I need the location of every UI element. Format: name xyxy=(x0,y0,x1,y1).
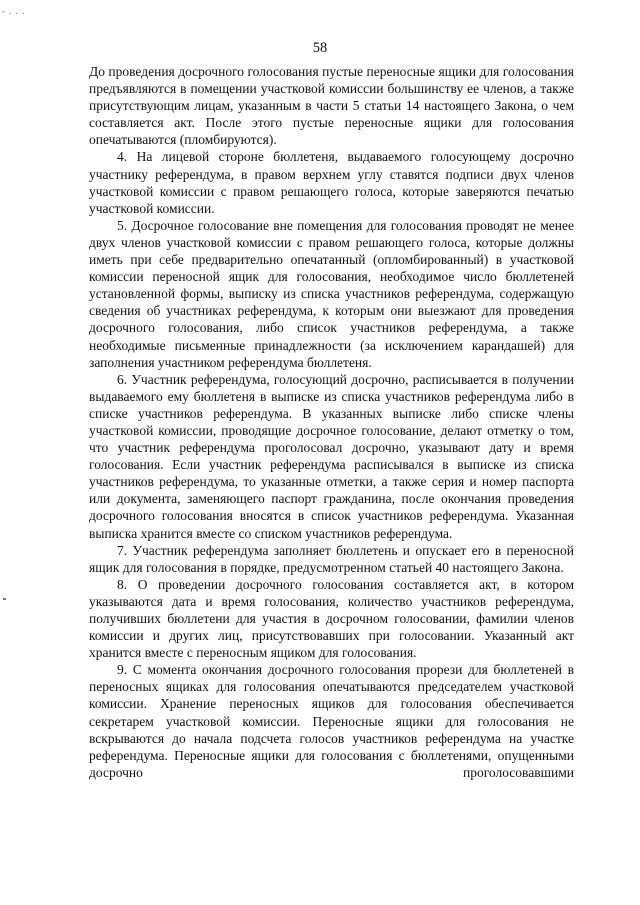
paragraph-item-5: 5. Досрочное голосование вне помещения для голосования проводят не менее двух членов участковой комиссии с правом решающего голоса, которые должны иметь при себе предварительно опечатанный (опломбированный) в участковой комиссии переносной ящик для голосования, необходимое число бюллетеней установленной формы, выписку из списка участников референдума, содержащую сведения об участниках референдума, к которым они выезжают для проведения досрочного голосования, либо список участников референдума, а также необходимые письменные принадлежности (за исключением карандашей) для заполнения участником референдума бюллетеня. xyxy=(89,217,574,370)
scan-corner-mark: - . . . xyxy=(2,6,26,16)
paragraph-item-9: 9. С момента окончания досрочного голосования прорези для бюллетеней в переносных ящиках для голосования опечатываются председателем участковой комиссии. Хранение переносных ящиков для голосования обеспечивается секретарем участковой комиссии. Переносные ящики для голосования не вскрываются до начала подсчета голосов участников референдума на участке референдума. Переносные ящики для голосования с бюллетенями, опущенными досрочно проголосовавшими xyxy=(89,662,574,780)
page-number: 58 xyxy=(312,40,328,56)
paragraph-item-7: 7. Участник референдума заполняет бюллетень и опускает его в переносной ящик для голосования в порядке, предусмотренном статьей 40 настоящего Закона. xyxy=(89,542,574,575)
body-text xyxy=(89,63,574,781)
paragraph-item-6: 6. Участник референдума, голосующий досрочно, расписывается в получении выдаваемого ему бюллетеня в выписке из списка участников референдума либо в списке участников референдума. В указанных выписке либо списке члены участковой комиссии, проводящие досрочное голосование, делают отметку о том, что участник референдума проголосовал досрочно, указывают дату и время голосования. Если участник референдума расписывался в выписке из списка участников референдума, то указанные отметки, а также серия и номер паспорта или документа, заменяющего паспорт гражданина, после окончания проведения досрочного голосования вносятся в список участников референдума. Указанная выписка хранится вместе со списком участников референдума. xyxy=(89,371,574,541)
scan-artifact-dot xyxy=(3,598,6,600)
paragraph-item-4: 4. На лицевой стороне бюллетеня, выдаваемого голосующему досрочно участнику референдума, в правом верхнем углу ставятся подписи двух членов участковой комиссии с правом решающего голоса, которые заверяются печатью участковой комиссии. xyxy=(89,149,574,216)
paragraph-item-8: 8. О проведении досрочного голосования составляется акт, в котором указываются дата и время голосования, количество участников референдума, получивших бюллетени для участия в досрочном голосовании, фамилии членов комиссии и других лиц, присутствовавших при голосовании. Указанный акт хранится вместе с переносным ящиком для голосования. xyxy=(89,576,574,661)
paragraph-continuation: До проведения досрочного голосования пустые переносные ящики для голосования предъявляются в помещении участковой комиссии большинству ее членов, а также присутствующим лицам, указанным в части 5 статьи 14 настоящего Закона, о чем составляется акт. После этого пустые переносные ящики для голосования опечатываются (пломбируются). xyxy=(89,64,574,148)
